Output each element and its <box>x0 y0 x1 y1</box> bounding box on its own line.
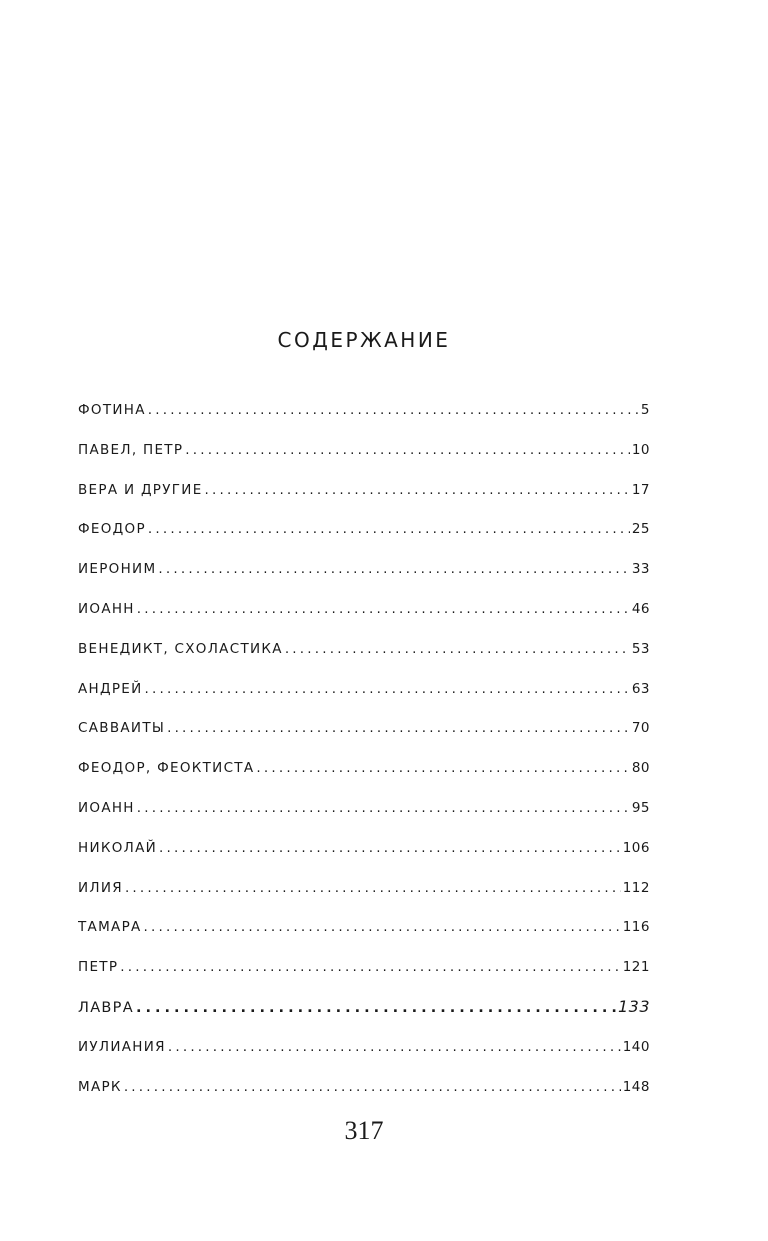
toc-entry-title: ИУЛИАНИЯ <box>78 1038 166 1055</box>
toc-entry-page: 5 <box>640 402 650 418</box>
toc-entry-page: 140 <box>622 1038 650 1055</box>
toc-entry-page: 121 <box>622 959 650 976</box>
toc-entry <box>78 710 650 750</box>
toc-entry-title: ФОТИНА <box>78 402 146 418</box>
toc-entry-title: ЛАВРА <box>78 999 134 1016</box>
toc-entry <box>78 790 650 830</box>
toc-entry-title: ВЕРА И ДРУГИЕ <box>78 481 203 498</box>
toc-entry-page: 33 <box>631 561 650 578</box>
toc-entry-title: НИКОЛАЙ <box>78 839 158 856</box>
toc-entry <box>78 830 650 870</box>
toc-entry-title: САВВАИТЫ <box>78 720 166 737</box>
dot-leader <box>168 1029 621 1065</box>
dot-leader <box>137 790 630 826</box>
toc-entry-page: 80 <box>631 760 650 777</box>
dot-leader <box>148 392 639 428</box>
toc-entry <box>78 671 650 711</box>
toc-entry-title: ТАМАРА <box>78 919 142 936</box>
toc-entry <box>78 870 650 910</box>
toc-entry <box>78 909 650 949</box>
page-number: 317 <box>344 1116 384 1145</box>
toc-entry <box>78 631 650 671</box>
toc-entry-title: АНДРЕЙ <box>78 680 143 697</box>
toc-entry-title: ФЕОДОР <box>78 521 146 538</box>
toc-entry-page: 10 <box>631 441 650 458</box>
toc-entry-page: 63 <box>631 680 650 697</box>
toc-entry-page: 46 <box>631 600 650 617</box>
table-of-contents <box>78 392 650 1108</box>
toc-entry-page: 112 <box>622 879 650 896</box>
dot-leader <box>136 990 616 1026</box>
toc-entry <box>78 472 650 512</box>
dot-leader <box>256 750 629 786</box>
toc-entry-title: ФЕОДОР, ФЕОКТИСТА <box>78 760 255 777</box>
dot-leader <box>124 1069 621 1105</box>
toc-entry-page: 148 <box>622 1078 650 1095</box>
toc-entry-title: ИОАНН <box>78 799 135 816</box>
dot-leader <box>167 710 630 746</box>
toc-entry <box>78 1069 650 1109</box>
toc-entry-page: 106 <box>622 839 650 856</box>
toc-entry-page: 25 <box>631 521 650 538</box>
toc-entry <box>78 392 650 432</box>
toc-entry <box>78 1029 650 1069</box>
dot-leader <box>148 511 630 547</box>
dot-leader <box>145 671 630 707</box>
toc-entry <box>78 551 650 591</box>
toc-entry-title: ВЕНЕДИКТ, СХОЛАСТИКА <box>78 640 283 657</box>
toc-entry <box>78 949 650 989</box>
toc-entry <box>78 989 650 1029</box>
toc-heading: СОДЕРЖАНИЕ <box>277 328 451 352</box>
toc-entry-page: 95 <box>631 799 650 816</box>
toc-entry-page: 70 <box>631 720 650 737</box>
toc-entry-page: 17 <box>631 481 650 498</box>
toc-entry-title: МАРК <box>78 1078 122 1095</box>
toc-entry-title: ПЕТР <box>78 959 119 976</box>
dot-leader <box>158 551 629 587</box>
toc-entry-page: 116 <box>622 919 650 936</box>
dot-leader <box>137 591 630 627</box>
toc-entry-title: ИЕРОНИМ <box>78 561 157 578</box>
toc-entry <box>78 432 650 472</box>
toc-entry-page: 133 <box>617 996 650 1016</box>
toc-entry-page: 53 <box>631 640 650 657</box>
toc-entry-title: ПАВЕЛ, ПЕТР <box>78 441 184 458</box>
toc-entry-title: ИЛИЯ <box>78 879 123 896</box>
toc-entry <box>78 591 650 631</box>
dot-leader <box>185 432 630 468</box>
dot-leader <box>125 870 621 906</box>
toc-entry <box>78 511 650 551</box>
dot-leader <box>159 830 621 866</box>
dot-leader <box>144 909 621 945</box>
toc-entry-title: ИОАНН <box>78 600 135 617</box>
dot-leader <box>205 472 630 508</box>
dot-leader <box>120 949 620 985</box>
toc-entry <box>78 750 650 790</box>
dot-leader <box>285 631 630 667</box>
